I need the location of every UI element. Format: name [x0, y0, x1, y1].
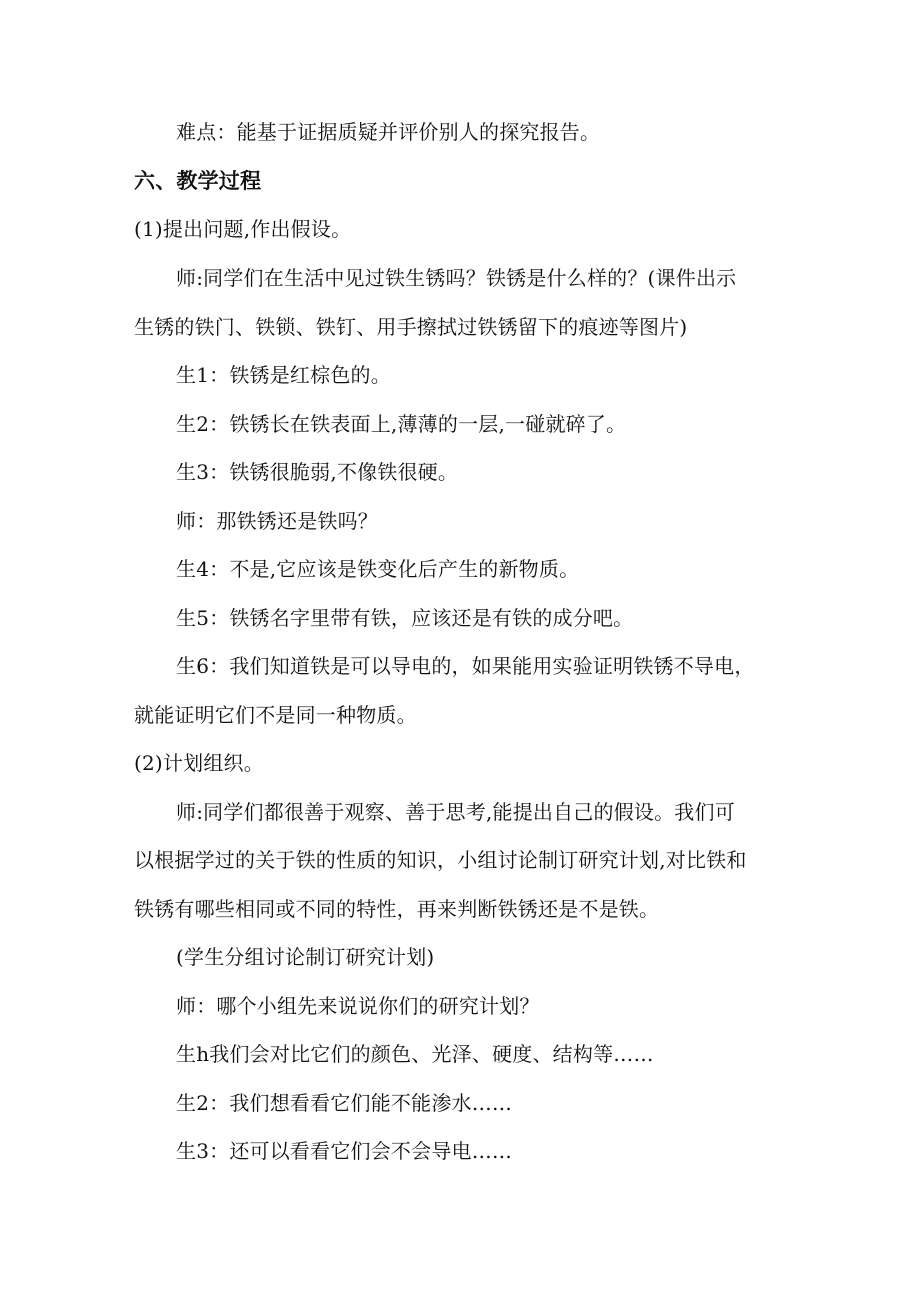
teacher-line: 师：哪个小组先来说说你们的研究计划？ [176, 994, 540, 1018]
student-line: 生3：还可以看看它们会不会导电…… [176, 1139, 513, 1163]
student-line: 生h我们会对比它们的颜色、光泽、硬度、结构等…… [176, 1042, 654, 1066]
student-line: 生2：我们想看看它们能不能渗水…… [176, 1091, 513, 1115]
teacher-line-continuation: 生锈的铁门、铁锁、铁钉、用手擦拭过铁锈留下的痕迹等图片) [134, 315, 688, 339]
student-line: 生6：我们知道铁是可以导电的，如果能用实验证明铁锈不导电， [176, 654, 755, 678]
student-line: 生5：铁锈名字里带有铁，应该还是有铁的成分吧。 [176, 606, 634, 630]
student-line: 生1：铁锈是红棕色的。 [176, 363, 391, 387]
student-line: 生3：铁锈很脆弱,不像铁很硬。 [176, 460, 459, 484]
difficulty-point: 难点：能基于证据质疑并评价别人的探究报告。 [176, 120, 601, 144]
teacher-line: 师：那铁锈还是铁吗？ [176, 509, 378, 533]
student-line: 生4：不是,它应该是铁变化后产生的新物质。 [176, 557, 580, 581]
teacher-line-continuation: 铁锈有哪些相同或不同的特性，再来判断铁锈还是不是铁。 [134, 897, 660, 921]
stage-direction: (学生分组讨论制订研究计划) [176, 945, 435, 969]
student-line-continuation: 就能证明它们不是同一种物质。 [134, 703, 417, 727]
teacher-line-continuation: 以根据学过的关于铁的性质的知识，小组讨论制订研究计划,对比铁和 [134, 848, 747, 872]
subsection-heading-question: (1)提出问题,作出假设。 [134, 217, 352, 241]
section-heading-teaching-process: 六、教学过程 [134, 168, 262, 193]
subsection-heading-plan: (2)计划组织。 [134, 751, 264, 775]
student-line: 生2：铁锈长在铁表面上,薄薄的一层,一碰就碎了。 [176, 412, 627, 436]
teacher-line: 师:同学们都很善于观察、善于思考,能提出自己的假设。我们可 [176, 800, 735, 824]
teacher-line: 师:同学们在生活中见过铁生锈吗？铁锈是什么样的？(课件出示 [176, 266, 737, 290]
